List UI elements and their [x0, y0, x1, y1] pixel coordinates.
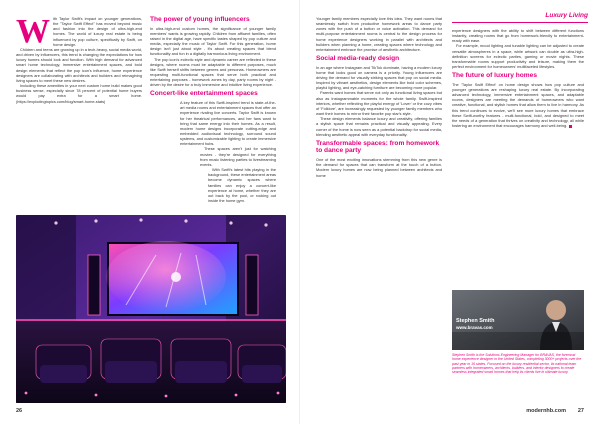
drop-cap: W — [16, 13, 50, 50]
magazine-website[interactable]: modernhb.com — [526, 408, 566, 414]
page-gutter — [299, 0, 300, 424]
heading-transformable-spaces: Transformable spaces: from homework to dance party — [316, 139, 440, 155]
column-4 — [452, 28, 584, 128]
intro-paragraph-2: Children and teens are growing up in a tech-heavy, social media world, and driven by influencers, this trend is changing the expectations for how luxury homes should look and function. With high demand for advanced smart home technology, immersive entertainment spaces, and bold design elements that reflect the pop icon's influence, home experience designers are collaborating with architects and builders and reimagining living spaces to meet these new desires. — [16, 46, 142, 83]
page-number-left: 26 — [16, 408, 23, 414]
heading-young-influencers: The power of young influencers — [150, 16, 250, 23]
end-mark-icon — [569, 125, 572, 128]
intro-column — [16, 13, 142, 104]
col4-paragraph-1: experience designers with the ability to shift between different functions instantly, creating rooms that go from homework-friendly to entertainment-ready with ease. — [452, 28, 584, 44]
intro-paragraph-1: ith Taylor Swift's impact on younger generations, the "Taylor Swift Effect" has moved beyond music and fashion into the design of ultra-high-end homes. The world of luxury real estate is being influenced by pop culture, specifically by Swift, on home design. — [53, 16, 142, 47]
column-3 — [316, 16, 442, 178]
col3-paragraph-4: These design elements balance luxury and creativity, offering families a stylish space that remains practical and visually appealing. Every corner of the home is now seen as a potential backdrop for social media, blending aesthetic appeal with everyday functionality. — [316, 116, 442, 137]
col2-paragraph-3: A key feature of this Swift-inspired trend is state-of-the-art media rooms and entertainment spaces that offer an experience rivaling live concerts. Taylor Swift is known for her theatrical performances, and her fans want to bring that same energy into their homes. As a result, modern home designs incorporate cutting-edge and embedded audiovisual technology, surround sound systems, and customizable lighting to create immersive entertainment hubs. — [180, 100, 276, 147]
col2-paragraph-2: The pop icon's eclectic style and dynamic career are reflected in these designs, where rooms must be adaptable to different purposes, much like Swift herself shifts between genres and personas. Homeowners are requesting multi-functional spaces that serve both practical and entertaining purposes - homework zones by day, party rooms by night - driven by the desire for a truly immersive and intuitive living experience. — [150, 56, 276, 88]
col2-paragraph-5: With Swift's latest hits playing in the background, these entertainment areas become dynamic spaces where families can enjoy a concert-like experience at home, whether they are out back by the pool, or rocking out inside the home gym. — [208, 167, 276, 204]
section-label: Luxury Living — [545, 12, 588, 19]
heading-concert-spaces: Concert-like entertainment spaces — [150, 90, 258, 98]
col4-paragraph-3 — [452, 82, 584, 128]
col4-paragraph-3-text: The 'Taylor Swift Effect' on home design shows how pop culture and younger generations are reshaping luxury real estate. By incorporating advanced technology, immersive entertainment spaces, and adaptable rooms, designers are meeting the demands of homeowners who want creative, functional, and stylish homes that allow them to live in harmony. As this trend continues to evolve, we'll see more luxury homes that embrace these Swift-worthy features - multi-functional, bold, and designed to meet the needs of a generation that thrives on creativity and technology, all while fostering an environment that encourages harmony and well-being. — [452, 81, 584, 129]
heading-future-luxury: The future of luxury homes — [452, 72, 537, 80]
heading-social-media: Social media-ready design — [316, 55, 400, 63]
col2-paragraph-1: In ultra-high-end custom homes, the significance of younger family members' wants is growing rapidly. Children from affluent families, often raised in the digital age, have specific tastes shaped by pop culture and media, especially the music of Taylor Swift. For this generation, home design isn't just about style - it's about creating spaces that blend functionality and fun in a digitally harmonious living environment. — [150, 25, 276, 57]
col3-paragraph-2: In an age where Instagram and TikTok dominate, having a modern luxury home that looks good on camera is a priority. Young influencers are driving the demand for visually striking spaces that pop on social media. Inspired by vibrant aesthetics, design elements like bold color schemes, playful lighting, and eye-catching furniture are becoming more popular. — [316, 64, 442, 91]
home-theater-photo — [16, 215, 286, 403]
intro-paragraph-3: Including these amenities in your next custom home build makes good business sense, especially since 78 percent of potential home buyers would pay extra for a smart home. (https://explodingtopics.com/blog/smart-home-stats) — [16, 83, 142, 104]
col3-paragraph-3: Parents want homes that serve not only as functional living spaces but also as Instagrammable moments for the whole family. Swift-inspired interiors, whether reflecting the playful energy of 'Lover' or the cozy vibes of 'Folklore', are increasingly requested by younger family members who want their homes to mirror their favorite pop star's style. — [316, 90, 442, 117]
col4-paragraph-2: For example, mood lighting and tunable lighting can be adjusted to create versatile atmospheres in a space, while artwork can double as ultra-high-definition screens for eclectic parties, gaming or movie nights. These transformable rooms support productivity and leisure, making them the perfect environment for homeowners' multifaceted lifestyles. — [452, 43, 584, 70]
author-website-link[interactable]: www.bravas.com — [456, 325, 493, 330]
author-name: Stephen Smith — [456, 318, 495, 324]
col3-paragraph-1: Younger family members especially love this idea. They want rooms that seamlessly switch from productive homework areas to dance party zones with the push of a button or voice activation. This demand for multi-purpose entertainment rooms is central to the design process for home experience designers working in parallel with architects and builders when planning a home, creating spaces where technology and entertainment embrace the promise of aesthetic architecture. — [316, 16, 442, 52]
column-2 — [150, 16, 276, 203]
section-rule — [452, 22, 588, 23]
page-number-right: 27 — [577, 408, 584, 414]
author-bio: Stephen Smith is the Solutions Engineering Manager for BRAVAS, the foremost home experience designer in the United States, completing 3000+ projects over the past year in 16 states. Focused on the luxury residential sector, its national team partners with homeowners, architects, builders, and interior designers to create seamless integrated smart homes that help its clients live in ultimate luxury. — [452, 353, 582, 375]
col2-paragraph-4: These spaces aren't just for watching movies - they're designed for everything from music listening parties to livestreaming events. — [200, 146, 276, 167]
col3-paragraph-5: One of the most exciting innovations stemming from this new genre is the demand for spaces that can transform at the touch of a button. Modern luxury homes are now being planned between architects and home — [316, 157, 442, 178]
